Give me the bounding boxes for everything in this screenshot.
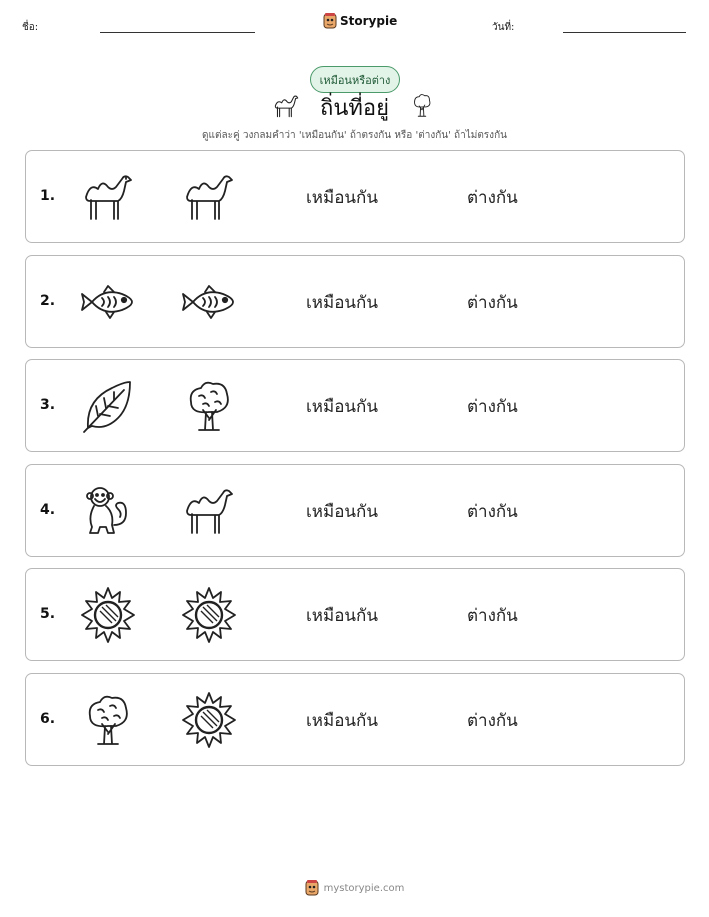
instructions: ดูแต่ละคู่ วงกลมคำว่า 'เหมือนกัน' ถ้าตรงกัน หรือ 'ต่างกัน' ถ้าไม่ตรงกัน xyxy=(202,130,507,141)
monkey-icon xyxy=(78,481,138,541)
same-option[interactable]: เหมือนกัน xyxy=(306,501,378,522)
question-list xyxy=(25,150,685,777)
different-option[interactable]: ต่างกัน xyxy=(467,292,518,313)
different-option[interactable]: ต่างกัน xyxy=(467,501,518,522)
question-number: 6. xyxy=(40,710,56,727)
question-row-5 xyxy=(25,568,685,661)
question-row-1 xyxy=(25,150,685,243)
worksheet-title: ถิ่นที่อยู่ xyxy=(320,96,389,121)
tree-icon xyxy=(78,690,138,750)
camel-icon xyxy=(179,481,239,541)
question-row-3 xyxy=(25,359,685,452)
leaf-icon xyxy=(78,376,138,436)
worksheet-tag: เหมือนหรือต่าง xyxy=(310,66,400,93)
same-option[interactable]: เหมือนกัน xyxy=(306,710,378,731)
footer-site-link[interactable]: mystorypie.com xyxy=(323,882,405,894)
different-option[interactable]: ต่างกัน xyxy=(467,188,518,208)
camel-icon xyxy=(179,167,239,227)
brand-logo xyxy=(323,13,397,29)
same-option[interactable]: เหมือนกัน xyxy=(306,188,378,208)
name-line[interactable] xyxy=(100,32,255,33)
question-number: 4. xyxy=(40,501,56,518)
storypie-mascot-icon xyxy=(323,13,337,29)
fish-icon xyxy=(179,272,239,332)
tree-icon xyxy=(179,376,239,436)
sun-icon xyxy=(179,585,239,645)
name-label: ชื่อ: xyxy=(22,22,39,33)
different-option[interactable]: ต่างกัน xyxy=(467,710,518,731)
tree-icon xyxy=(408,90,436,122)
same-option[interactable]: เหมือนกัน xyxy=(306,606,378,626)
brand-name: Storypie xyxy=(340,14,398,28)
date-label: วันที่: xyxy=(492,22,515,33)
sun-icon xyxy=(78,585,138,645)
camel-icon xyxy=(78,167,138,227)
question-number: 1. xyxy=(40,188,56,204)
storypie-mascot-icon xyxy=(305,880,319,896)
different-option[interactable]: ต่างกัน xyxy=(467,397,518,417)
question-number: 5. xyxy=(40,606,56,622)
question-row-2 xyxy=(25,255,685,348)
same-option[interactable]: เหมือนกัน xyxy=(306,397,378,417)
question-row-4 xyxy=(25,464,685,557)
different-option[interactable]: ต่างกัน xyxy=(467,606,518,626)
question-number: 2. xyxy=(40,292,56,309)
same-option[interactable]: เหมือนกัน xyxy=(306,292,378,313)
date-line[interactable] xyxy=(563,32,686,33)
fish-icon xyxy=(78,272,138,332)
question-number: 3. xyxy=(40,397,56,413)
question-row-6 xyxy=(25,673,685,766)
sun-icon xyxy=(179,690,239,750)
footer xyxy=(0,880,709,896)
